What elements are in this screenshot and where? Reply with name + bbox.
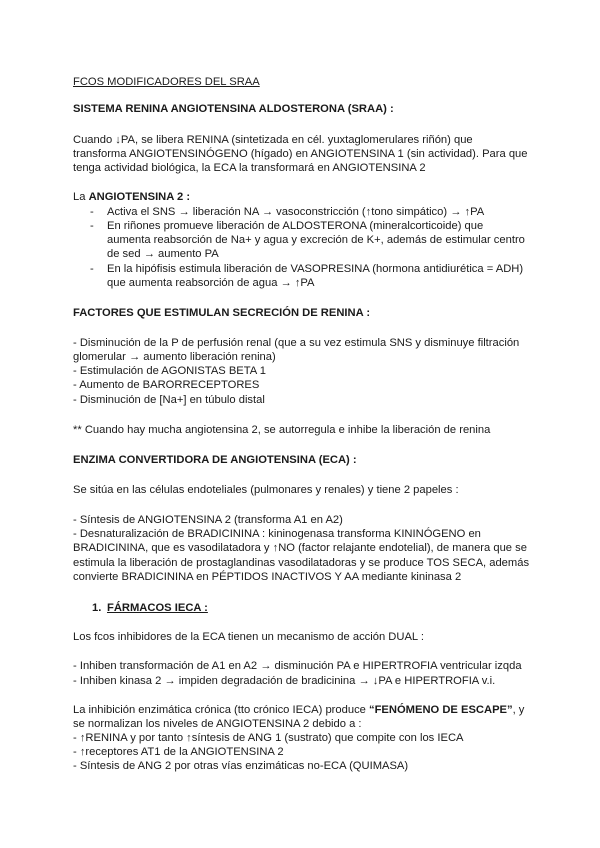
a2-effect-line: que aumenta reabsorción de agua → ↑PA: [107, 277, 315, 289]
factor-item: - Aumento de BARORRECEPTORES: [73, 379, 260, 391]
eca-role-line: convierte BRADICININA en PÉPTIDOS INACTIVOS Y AA mediante kininasa 2: [73, 571, 462, 583]
escape-suffix: , y: [512, 704, 525, 716]
bullet-dash: -: [90, 206, 94, 218]
a2-effect-line: Activa el SNS → liberación NA → vasoconstricción (↑tono simpático) → ↑PA: [107, 206, 485, 218]
a2-effect-line: En la hipófisis estimula liberación de VASOPRESINA (hormona antidiurética = ADH): [107, 263, 524, 275]
eca-role-line: - Síntesis de ANGIOTENSINA 2 (transforma A1 en A2): [73, 514, 343, 526]
escape-line: [73, 703, 524, 717]
factor-item: - Estimulación de AGONISTAS BETA 1: [73, 365, 266, 377]
escape-phenomenon-label: “FENÓMENO DE ESCAPE”: [369, 704, 513, 716]
factor-item: - Disminución de [Na+] en túbulo distal: [73, 394, 265, 406]
escape-cause: - Síntesis de ANG 2 por otras vías enzimáticas no-ECA (QUIMASA): [73, 760, 409, 772]
a2-effect-line: En riñones promueve liberación de ALDOSTERONA (mineralcorticoide) que: [107, 220, 484, 232]
eca-role-line: - Desnaturalización de BRADICININA : kininogenasa transforma KININÓGENO en: [73, 528, 481, 540]
document-title: FCOS MODIFICADORES DEL SRAA: [73, 76, 260, 88]
eca-intro: Se sitúa en las células endoteliales (pulmonares y renales) y tiene 2 papeles :: [73, 484, 459, 496]
escape-line: se normalizan los niveles de ANGIOTENSINA 2 debido a :: [73, 718, 362, 730]
ieca-intro: Los fcos inhibidores de la ECA tienen un mecanismo de acción DUAL :: [73, 631, 424, 643]
bullet-dash: -: [90, 263, 94, 275]
factor-item: - Disminución de la P de perfusión renal (que a su vez estimula SNS y disminuye filtración: [73, 337, 520, 349]
factores-heading: FACTORES QUE ESTIMULAN SECRECIÓN DE RENINA :: [73, 307, 371, 319]
eca-heading: ENZIMA CONVERTIDORA DE ANGIOTENSINA (ECA) :: [73, 454, 357, 466]
angiotensina2-label: ANGIOTENSINA 2 :: [88, 191, 191, 203]
eca-role-line: BRADICININA, que es vasodilatadora y ↑NO (factor relajante endotelial), de manera que se: [73, 542, 527, 554]
sraa-heading: SISTEMA RENINA ANGIOTENSINA ALDOSTERONA (SRAA) :: [73, 103, 394, 115]
escape-cause: - ↑receptores AT1 de la ANGIOTENSINA 2: [73, 746, 284, 758]
ieca-heading: FÁRMACOS IECA :: [107, 602, 208, 614]
sraa-intro-line: tenga actividad biológica, la ECA la transformará en ANGIOTENSINA 2: [73, 162, 426, 174]
section-number: 1.: [92, 602, 102, 614]
ieca-mechanism: - Inhiben kinasa 2 → impiden degradación de bradicinina → ↓PA e HIPERTROFIA v.i.: [73, 675, 496, 687]
a2-effect-line: aumenta reabsorción de Na+ y agua y excreción de K+, además de estimular centro: [107, 234, 525, 246]
sraa-intro-line: Cuando ↓PA, se libera RENINA (sintetizada en cél. yuxtaglomerulares riñón) que: [73, 134, 473, 146]
sraa-intro-line: transforma ANGIOTENSINÓGENO (hígado) en ANGIOTENSINA 1 (sin actividad). Para que: [73, 148, 528, 160]
angiotensina2-heading: [73, 190, 190, 204]
bullet-dash: -: [90, 220, 94, 232]
a2-effect-line: de sed → aumento PA: [107, 248, 219, 260]
angiotensina2-prefix: La: [73, 191, 89, 203]
eca-role-line: estimula la liberación de prostaglandinas vasodilatadoras y se produce TOS SECA, además: [73, 557, 530, 569]
autoregulation-note: ** Cuando hay mucha angiotensina 2, se autorregula e inhibe la liberación de renina: [73, 424, 491, 436]
escape-prefix: La inhibición enzimática crónica (tto crónico IECA) produce: [73, 704, 369, 716]
escape-cause: - ↑RENINA y por tanto ↑síntesis de ANG 1 (sustrato) que compite con los IECA: [73, 732, 464, 744]
factor-item: glomerular → aumento liberación renina): [73, 351, 276, 363]
ieca-mechanism: - Inhiben transformación de A1 en A2 → disminución PA e HIPERTROFIA ventricular izqda: [73, 660, 522, 672]
